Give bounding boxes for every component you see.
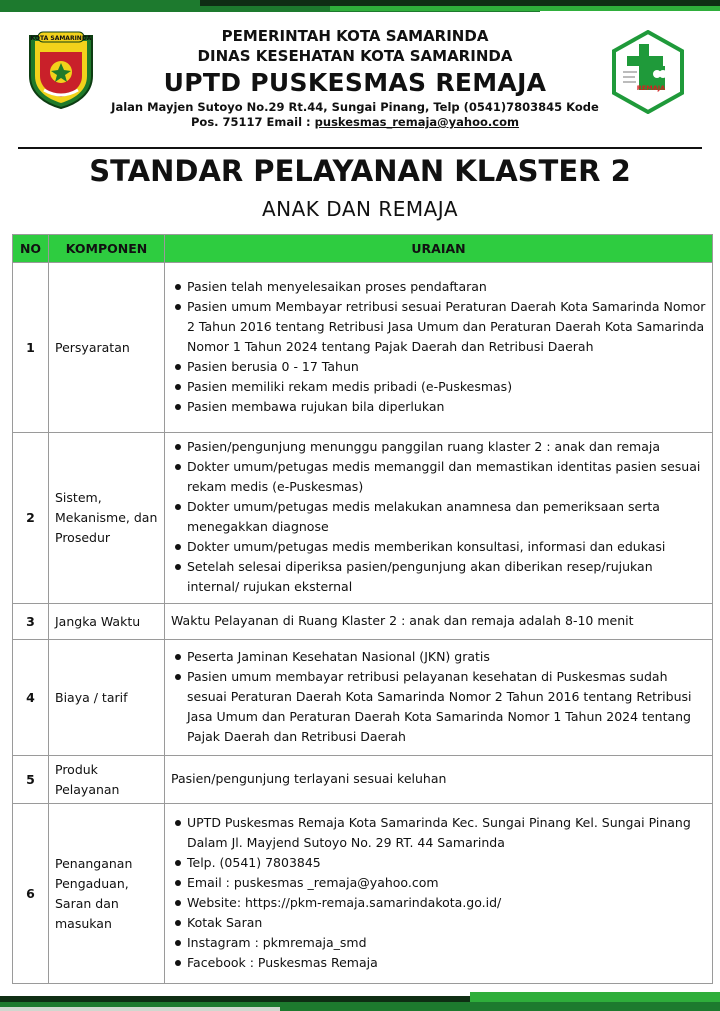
address-line-2-prefix: Pos. 75117 Email :: [191, 115, 315, 129]
list-item: Website: https://pkm-remaja.samarindakota.go.id/: [171, 893, 706, 913]
row-uraian: [165, 604, 713, 640]
puskesmas-remaja-logo: [611, 30, 685, 114]
email-link[interactable]: puskesmas_remaja@yahoo.com: [314, 115, 519, 129]
row-uraian: [165, 756, 713, 804]
row-number: 3: [13, 604, 49, 640]
header-divider: [18, 147, 702, 149]
list-item: Kotak Saran: [171, 913, 706, 933]
table-row: [13, 640, 713, 756]
bottom-stripe-grey: [0, 1007, 280, 1011]
table-header-row: [13, 235, 713, 263]
row-number: 2: [13, 433, 49, 604]
row-komponen: Biaya / tarif: [49, 640, 165, 756]
list-item: Telp. (0541) 7803845: [171, 853, 706, 873]
top-stripe-light: [330, 6, 720, 11]
row-number: 4: [13, 640, 49, 756]
logo-left-text: KOTA SAMARINDA: [30, 35, 92, 42]
table-row: [13, 756, 713, 804]
row-text: Waktu Pelayanan di Ruang Klaster 2 : anak dan remaja adalah 8-10 menit: [171, 612, 634, 628]
table-row: [13, 263, 713, 433]
bottom-stripe-light: [470, 992, 720, 1002]
row-uraian: [165, 804, 713, 984]
list-item: Dokter umum/petugas medis melakukan anamnesa dan pemeriksaan serta menegakkan diagnose: [171, 497, 706, 537]
list-item: Pasien membawa rujukan bila diperlukan: [171, 397, 706, 417]
list-item: UPTD Puskesmas Remaja Kota Samarinda Kec. Sungai Pinang Kel. Sungai Pinang Dalam Jl. Mayjend Sutoyo No. 29 RT. 44 Samarinda: [171, 813, 706, 853]
row-uraian: [165, 433, 713, 604]
list-item: Setelah selesai diperiksa pasien/pengunjung akan diberikan resep/rujukan internal/ rujukan eksternal: [171, 557, 706, 597]
row-komponen: Sistem, Mekanisme, dan Prosedur: [49, 433, 165, 604]
address-line-2: [100, 115, 610, 130]
list-item: Peserta Jaminan Kesehatan Nasional (JKN) gratis: [171, 647, 706, 667]
row-number: 5: [13, 756, 49, 804]
list-item: Dokter umum/petugas medis memberikan konsultasi, informasi dan edukasi: [171, 537, 706, 557]
logo-right-text: REMAJA: [636, 84, 666, 92]
table-row: [13, 804, 713, 984]
row-uraian: [165, 263, 713, 433]
list-item: Pasien memiliki rekam medis pribadi (e-Puskesmas): [171, 377, 706, 397]
list-item: Pasien berusia 0 - 17 Tahun: [171, 357, 706, 377]
service-standard-table: [12, 234, 713, 984]
row-number: 1: [13, 263, 49, 433]
row-text: Pasien/pengunjung terlayani sesuai keluhan: [171, 770, 447, 786]
page-title: STANDAR PELAYANAN KLASTER 2: [89, 154, 631, 188]
row-komponen: Persyaratan: [49, 263, 165, 433]
header-komponen: KOMPONEN: [49, 235, 165, 263]
table-row: [13, 433, 713, 604]
letterhead: [100, 26, 610, 130]
list-item: Email : puskesmas _remaja@yahoo.com: [171, 873, 706, 893]
header-government: PEMERINTAH KOTA SAMARINDA: [221, 27, 489, 45]
list-item: Pasien/pengunjung menunggu panggilan ruang klaster 2 : anak dan remaja: [171, 437, 706, 457]
list-item: Pasien umum Membayar retribusi sesuai Peraturan Daerah Kota Samarinda Nomor 2 Tahun 2016 tentang Retribusi Jasa Umum dan Peraturan Daerah Kota Samarinda Nomor 1 Tahun 2024 tentang Pajak Daerah dan Retribusi Daerah: [171, 297, 706, 357]
row-uraian: [165, 640, 713, 756]
row-komponen: Produk Pelayanan: [49, 756, 165, 804]
table-row: [13, 604, 713, 640]
row-komponen: Penanganan Pengaduan, Saran dan masukan: [49, 804, 165, 984]
row-komponen: Jangka Waktu: [49, 604, 165, 640]
list-item: Pasien umum membayar retribusi pelayanan kesehatan di Puskesmas sudah sesuai Peraturan Daerah Kota Samarinda Nomor 2 Tahun 2016 tentang Retribusi Jasa Umum dan Peraturan Daerah Kota Samarinda Nomor 1 Tahun 2024 tentang Pajak Daerah dan Retribusi Daerah: [171, 667, 706, 747]
row-number: 6: [13, 804, 49, 984]
header-uraian: URAIAN: [165, 235, 713, 263]
header-institution: UPTD PUSKESMAS REMAJA: [163, 68, 547, 97]
address-line-1: Jalan Mayjen Sutoyo No.29 Rt.44, Sungai Pinang, Telp (0541)7803845 Kode: [111, 100, 599, 114]
header-address: [100, 100, 610, 130]
list-item: Facebook : Puskesmas Remaja: [171, 953, 706, 973]
list-item: Instagram : pkmremaja_smd: [171, 933, 706, 953]
list-item: Pasien telah menyelesaikan proses pendaftaran: [171, 277, 706, 297]
kota-samarinda-logo: [22, 30, 100, 110]
page-subtitle: ANAK DAN REMAJA: [261, 197, 459, 221]
list-item: Dokter umum/petugas medis memanggil dan memastikan identitas pasien sesuai rekam medis (e-Puskesmas): [171, 457, 706, 497]
header-department: DINAS KESEHATAN KOTA SAMARINDA: [197, 47, 513, 65]
header-no: NO: [13, 235, 49, 263]
